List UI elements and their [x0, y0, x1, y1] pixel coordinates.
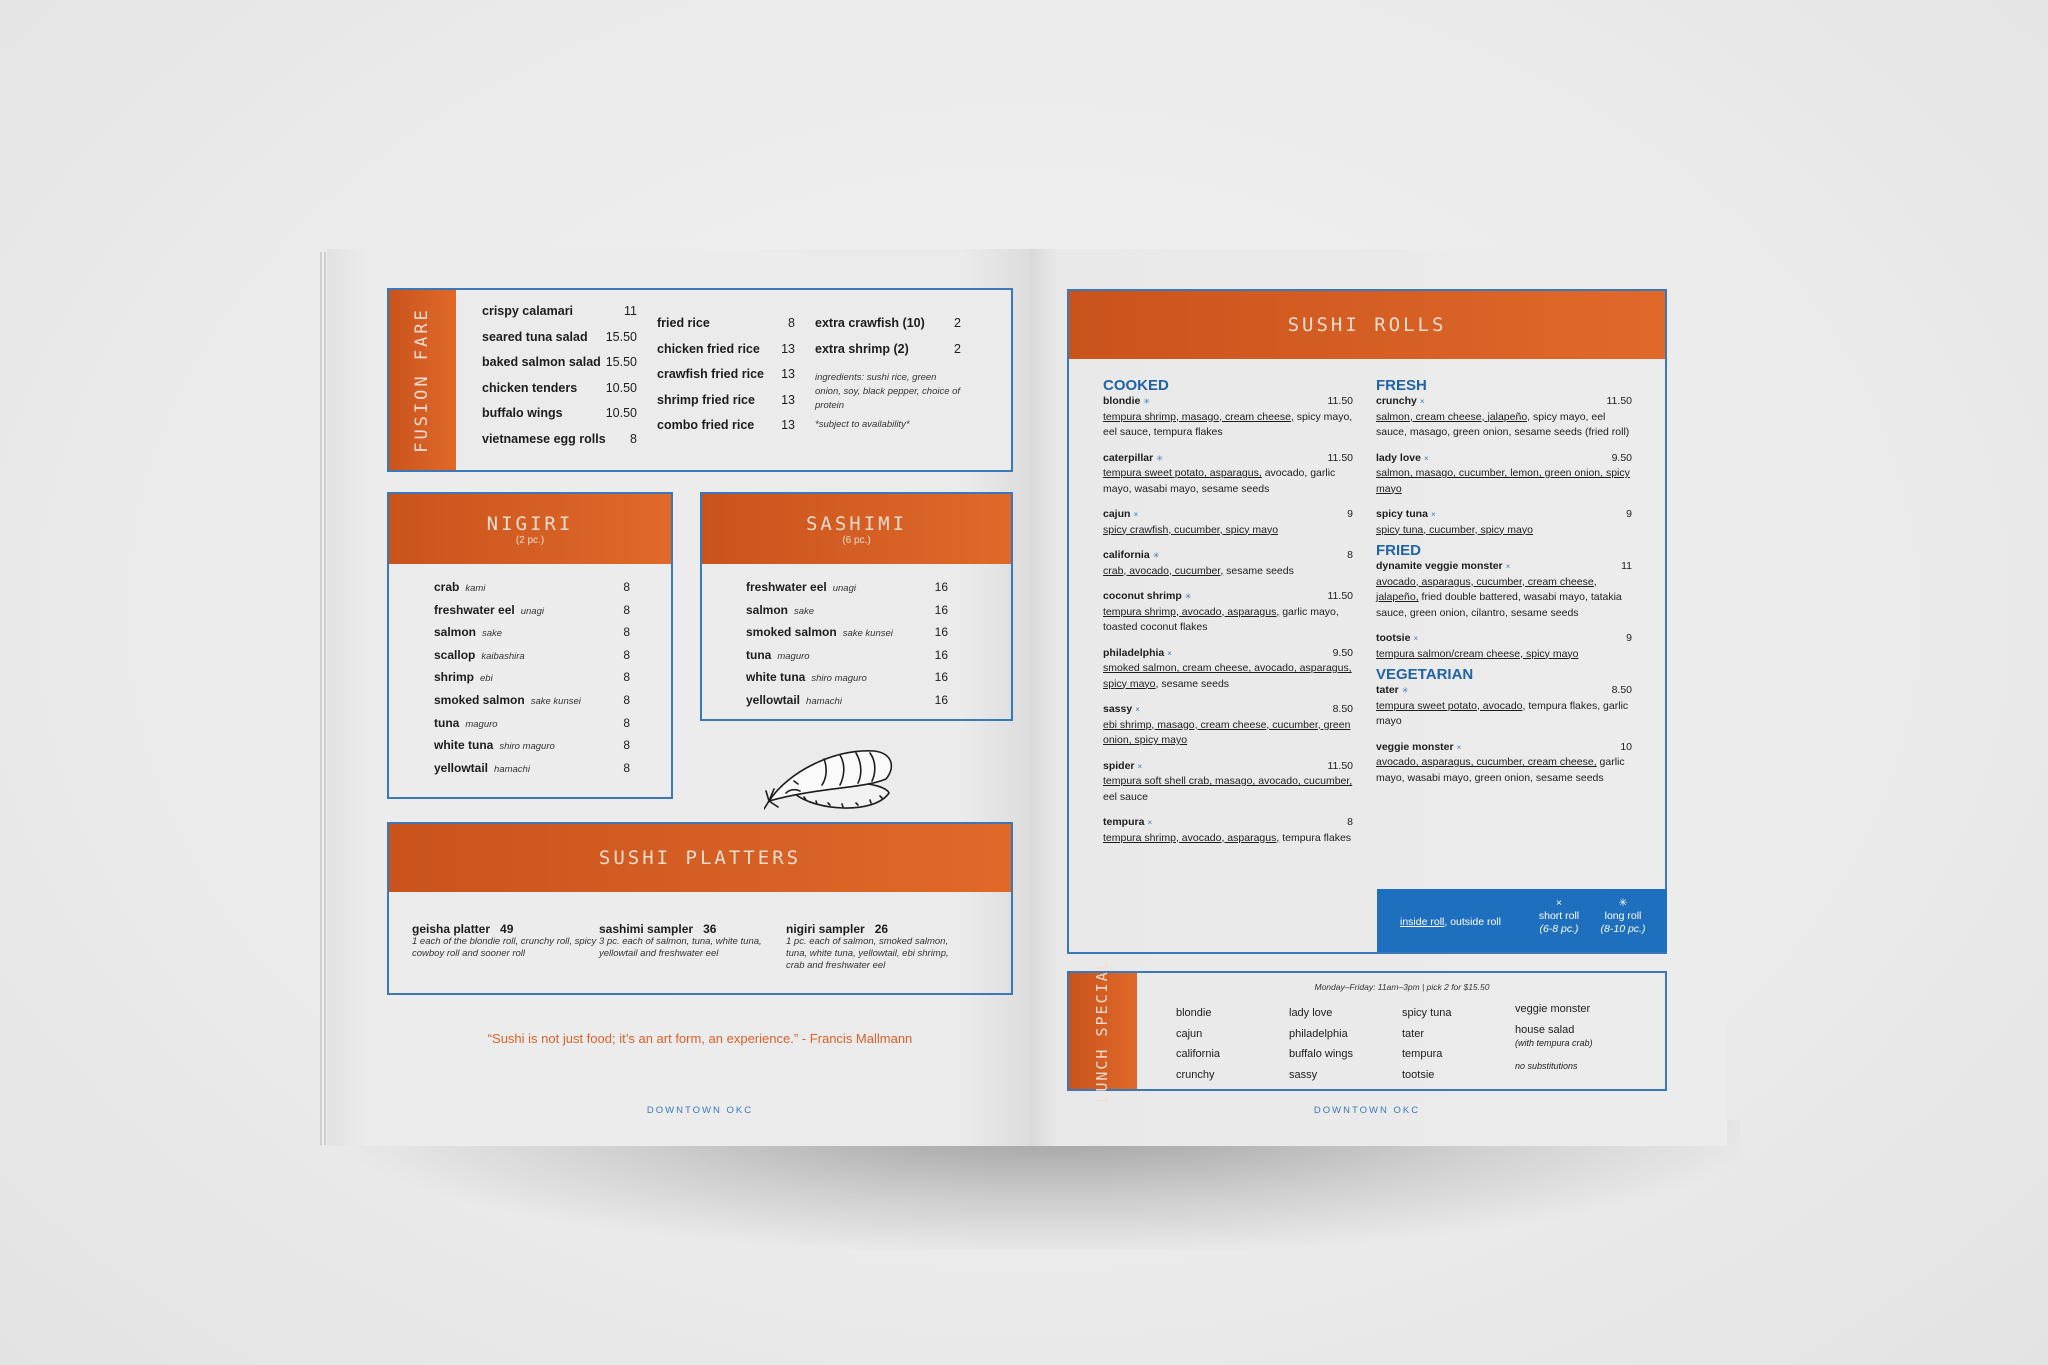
item-japanese: kami: [465, 583, 486, 594]
roll-inside: avocado, asparagus, cucumber, cream cheese, jalapeño,: [1376, 575, 1597, 603]
roll-price: 9: [1626, 632, 1632, 644]
section-title-cooked: COOKED: [1103, 377, 1169, 394]
list-item: [434, 761, 630, 784]
roll-item: [1103, 589, 1353, 636]
footer-location: DOWNTOWN OKC: [646, 1105, 754, 1116]
item-price: 16: [934, 670, 948, 685]
item-name: crawfish fried rice: [657, 367, 764, 381]
long-roll-icon: ✳: [1618, 897, 1628, 909]
roll-item: [1376, 740, 1632, 787]
item-price: 13: [781, 392, 795, 407]
roll-price: 8.50: [1332, 703, 1353, 715]
item-name: shrimp fried rice: [657, 392, 755, 407]
legend-inside-outside: [1400, 916, 1501, 928]
lunch-col-4: [1515, 1003, 1593, 1073]
roll-inside: spicy tuna, cucumber, spicy mayo: [1376, 523, 1533, 536]
item-name: tuna: [746, 647, 772, 662]
list-item: [434, 670, 630, 693]
roll-price: 11.50: [1327, 590, 1353, 602]
roll-type-icon: ✳: [1401, 686, 1409, 695]
section-title-fresh: FRESH: [1376, 377, 1427, 394]
roll-name: spicy tuna: [1376, 508, 1428, 520]
menu-item: [482, 304, 637, 330]
roll-price: 9: [1347, 508, 1353, 520]
platter-description: 1 pc. each of salmon, smoked salmon, tuna, white tuna, yellowtail, ebi shrimp, crab and freshwater eel: [786, 936, 949, 971]
item-name: combo fried rice: [657, 418, 755, 432]
roll-price: 10: [1620, 740, 1632, 753]
item-name: chicken fried rice: [657, 341, 760, 356]
roll-name: caterpillar: [1103, 451, 1154, 464]
nigiri-subtitle: (2 pc.): [515, 534, 545, 546]
list-item: [746, 625, 948, 648]
lunch-item: house salad: [1515, 1024, 1575, 1036]
platter-description: 3 pc. each of salmon, tuna, white tuna, yellowtail and freshwater eel: [599, 936, 762, 959]
sushi-rolls-box: [1067, 289, 1667, 954]
item-name: buffalo wings: [482, 406, 563, 420]
roll-type-icon: ×: [1413, 634, 1419, 643]
legend-outside: , outside roll: [1444, 916, 1501, 928]
item-japanese: sake: [794, 605, 815, 617]
roll-price: 9: [1626, 508, 1632, 520]
item-price: 8: [623, 602, 630, 617]
lunch-item: spicy tuna: [1402, 1007, 1452, 1019]
item-name: crispy calamari: [482, 304, 574, 318]
lunch-item-note: (with tempura crab): [1515, 1038, 1593, 1048]
roll-outside: fried double battered, wasabi mayo, tatakia sauce, green onion, cilantro, sesame seeds: [1376, 591, 1622, 619]
item-name: seared tuna salad: [482, 329, 588, 344]
item-price: 10.50: [605, 406, 637, 420]
roll-name: spider: [1103, 759, 1135, 772]
roll-type-icon: ×: [1505, 562, 1511, 571]
item-price: 2: [954, 341, 961, 356]
item-price: 15.50: [605, 329, 637, 344]
item-name: crab: [434, 580, 460, 594]
lunch-item: philadelphia: [1289, 1027, 1348, 1040]
platter-item: [786, 922, 966, 972]
item-price: 13: [781, 418, 795, 432]
long-roll-count: (8-10 pc.): [1600, 923, 1646, 935]
roll-outside: sesame seeds: [1161, 677, 1230, 690]
item-name: baked salmon salad: [482, 355, 601, 369]
item-name: fried rice: [657, 316, 710, 330]
item-price: 16: [934, 625, 948, 640]
sushi-rolls-header: [1069, 291, 1665, 359]
lunch-special-title: LUNCH SPECIAL: [1093, 959, 1111, 1103]
menu-item: [482, 381, 637, 407]
list-item: [434, 693, 630, 716]
roll-name: crunchy: [1376, 395, 1417, 407]
item-price: 11: [624, 304, 637, 318]
nigiri-box: [387, 492, 673, 799]
item-price: 8: [623, 738, 630, 753]
footer-location: DOWNTOWN OKC: [1313, 1105, 1421, 1116]
item-japanese: maguro: [465, 718, 498, 730]
roll-item: [1103, 702, 1353, 749]
menu-item: [657, 418, 795, 444]
lunch-item: blondie: [1176, 1007, 1212, 1019]
list-item: [746, 603, 948, 626]
roll-price: 11.50: [1327, 451, 1353, 464]
roll-inside: tempura shrimp, masago, cream cheese,: [1103, 410, 1294, 423]
item-japanese: shiro maguro: [811, 673, 867, 685]
left-page: [327, 249, 1032, 1146]
roll-inside: tempura shrimp, avocado, asparagus,: [1103, 605, 1280, 618]
lunch-item: crunchy: [1176, 1068, 1215, 1081]
item-japanese: unagi: [832, 583, 856, 594]
nigiri-title: NIGIRI: [486, 512, 574, 535]
roll-price: 11: [1621, 560, 1632, 572]
lunch-item: buffalo wings: [1289, 1048, 1354, 1060]
lunch-no-substitutions: no substitutions: [1515, 1061, 1578, 1071]
item-name: white tuna: [434, 738, 494, 753]
lunch-item: sassy: [1289, 1068, 1318, 1081]
roll-name: coconut shrimp: [1103, 590, 1182, 602]
roll-price: 11.50: [1606, 395, 1632, 407]
long-roll-label: long roll: [1604, 910, 1642, 922]
roll-item: [1103, 815, 1353, 846]
item-japanese: unagi: [520, 605, 544, 617]
roll-item: [1103, 548, 1353, 579]
list-item: [434, 625, 630, 648]
roll-type-icon: ×: [1147, 818, 1153, 827]
platter-item: [599, 922, 784, 960]
fusion-subject-note: *subject to availability*: [815, 419, 910, 430]
roll-type-icon: ×: [1430, 510, 1436, 519]
roll-type-icon: ×: [1137, 761, 1143, 771]
roll-type-icon: ×: [1133, 510, 1139, 519]
platter-name: nigiri sampler: [786, 922, 865, 936]
roll-name: lady love: [1376, 451, 1421, 464]
item-name: scallop: [434, 647, 476, 662]
list-item: [434, 603, 630, 626]
lunch-special-note: Monday–Friday: 11am–3pm | pick 2 for $15.50: [1314, 982, 1490, 992]
roll-inside: tempura shrimp, avocado, asparagus,: [1103, 831, 1280, 844]
menu-item: [482, 330, 637, 356]
roll-item: [1376, 507, 1632, 538]
menu-item: [657, 316, 795, 342]
item-price: 13: [781, 367, 795, 381]
item-price: 16: [934, 692, 948, 707]
item-price: 8: [623, 715, 630, 730]
nigiri-header: [389, 494, 671, 564]
roll-outside: garlic mayo, toasted coconut flakes: [1103, 605, 1339, 633]
item-name: chicken tenders: [482, 380, 578, 395]
roll-inside: avocado, asparagus, cucumber, cream cheese,: [1376, 756, 1597, 768]
roll-inside: ebi shrimp, masago, cream cheese, cucumber, green onion, spicy mayo: [1103, 718, 1351, 746]
list-item: [746, 648, 948, 671]
item-name: vietnamese egg rolls: [482, 431, 606, 446]
roll-inside: salmon, cream cheese, jalapeño,: [1376, 410, 1531, 423]
roll-name: tempura: [1103, 816, 1145, 828]
roll-name: dynamite veggie monster: [1376, 560, 1503, 572]
lunch-special-band: [1069, 959, 1137, 1103]
platter-name: geisha platter: [412, 922, 491, 936]
item-price: 15.50: [605, 355, 637, 369]
right-page: [1030, 249, 1727, 1146]
roll-inside: spicy crawfish, cucumber, spicy mayo: [1103, 523, 1279, 536]
short-roll-label: short roll: [1538, 910, 1580, 922]
roll-price: 11.50: [1327, 759, 1353, 772]
menu-item: [482, 355, 637, 381]
item-japanese: sake kunsei: [842, 628, 893, 640]
roll-item: [1103, 507, 1353, 538]
item-name: freshwater eel: [746, 580, 827, 594]
roll-type-icon: ✳: [1152, 551, 1160, 560]
roll-type-icon: ✳: [1143, 397, 1151, 406]
list-item: [746, 670, 948, 693]
roll-type-icon: ✳: [1184, 592, 1192, 601]
roll-inside: tempura sweet potato, asparagus,: [1103, 467, 1262, 479]
item-price: 10.50: [605, 380, 637, 395]
roll-name: blondie: [1103, 395, 1141, 407]
roll-price: 8.50: [1611, 684, 1632, 696]
item-price: 16: [934, 647, 948, 662]
sushi-platters-box: [387, 822, 1013, 995]
roll-price: 8: [1347, 549, 1353, 561]
item-price: 16: [934, 580, 948, 594]
platter-price: 26: [874, 922, 889, 936]
roll-item: [1376, 559, 1632, 621]
quote: “Sushi is not just food; it’s an art form, an experience.” - Francis Mallmann: [487, 1031, 913, 1046]
roll-inside: smoked salmon, cream cheese, avocado, asparagus, spicy mayo,: [1103, 662, 1352, 690]
item-price: 8: [623, 647, 630, 662]
cooked-column: [1103, 377, 1353, 856]
item-japanese: hamachi: [806, 695, 842, 707]
roll-item: [1376, 631, 1632, 662]
short-roll-icon: ×: [1555, 897, 1563, 909]
sushi-platters-title: SUSHI PLATTERS: [598, 847, 802, 869]
roll-type-icon: ×: [1456, 742, 1462, 752]
item-japanese: shiro maguro: [499, 741, 555, 753]
item-price: 8: [788, 316, 795, 330]
item-name: yellowtail: [434, 760, 489, 775]
lunch-col-2: [1289, 1003, 1353, 1085]
legend-long-roll: [1593, 897, 1653, 936]
item-japanese: maguro: [777, 650, 810, 662]
menu-item: [482, 432, 637, 458]
menu-item: [657, 342, 795, 368]
item-price: 2: [954, 316, 961, 330]
lunch-item: tootsie: [1402, 1068, 1435, 1081]
sashimi-box: [700, 492, 1013, 721]
platter-description: 1 each of the blondie roll, crunchy roll, spicy cowboy roll and sooner roll: [412, 936, 597, 959]
roll-price: 9.50: [1611, 451, 1632, 464]
roll-type-icon: ×: [1423, 453, 1429, 463]
fusion-fare-band: [389, 290, 456, 470]
platter-item: [412, 922, 597, 960]
roll-inside: tempura salmon/cream cheese, spicy mayo: [1376, 647, 1579, 660]
legend-short-roll: [1529, 897, 1589, 936]
roll-legend: [1377, 889, 1667, 952]
roll-name: cajun: [1103, 508, 1131, 520]
roll-name: sassy: [1103, 703, 1133, 715]
roll-price: 9.50: [1332, 646, 1353, 659]
list-item: [746, 693, 948, 716]
item-name: freshwater eel: [434, 602, 515, 617]
fusion-ingredients: ingredients: sushi rice, green onion, soy, black pepper, choice of protein: [815, 372, 961, 411]
item-name: yellowtail: [746, 692, 801, 707]
lunch-item: tempura: [1402, 1048, 1443, 1060]
sashimi-header: [702, 494, 1011, 564]
roll-item: [1376, 451, 1632, 498]
roll-outside: spicy mayo, eel sauce, tempura flakes: [1103, 410, 1353, 438]
fusion-fare-title: FUSION FARE: [412, 307, 432, 453]
roll-item: [1103, 759, 1353, 806]
short-roll-count: (6-8 pc.): [1539, 923, 1579, 935]
roll-type-icon: ×: [1419, 397, 1425, 406]
roll-item: [1103, 646, 1353, 693]
nigiri-list: [434, 580, 630, 783]
lunch-col-3: [1402, 1003, 1452, 1085]
menu-item: [482, 406, 637, 432]
menu-item: [657, 367, 795, 393]
menu-item: [657, 393, 795, 419]
sushi-rolls-title: SUSHI ROLLS: [1287, 314, 1447, 336]
nigiri-sushi-illustration: [764, 731, 904, 821]
fusion-fare-box: [387, 288, 1013, 472]
lunch-item: cajun: [1176, 1027, 1203, 1040]
roll-name: tater: [1376, 684, 1399, 696]
roll-item: [1103, 451, 1353, 498]
roll-type-icon: ×: [1167, 648, 1172, 658]
item-price: 8: [623, 580, 630, 594]
roll-item: [1376, 683, 1632, 730]
list-item: [434, 580, 630, 603]
roll-outside: eel sauce: [1103, 790, 1148, 803]
item-name: extra shrimp (2): [815, 341, 909, 356]
roll-outside: garlic mayo, wasabi mayo, green onion, sesame seeds: [1376, 756, 1625, 784]
roll-item: [1376, 394, 1632, 441]
roll-inside: salmon, masago, cucumber, lemon, green onion, spicy mayo: [1376, 467, 1630, 495]
section-title-fried: FRIED: [1376, 542, 1421, 559]
item-name: shrimp: [434, 670, 475, 685]
lunch-item: veggie monster: [1515, 1003, 1591, 1015]
platter-price: 49: [500, 922, 514, 936]
item-price: 8: [623, 625, 630, 640]
menu-item: [815, 316, 961, 342]
legend-inside: inside roll: [1400, 916, 1445, 928]
list-item: [434, 648, 630, 671]
item-japanese: ebi: [480, 673, 493, 685]
lunch-item: california: [1176, 1048, 1221, 1060]
item-price: 8: [623, 760, 630, 775]
fresh-fried-veg-column: [1376, 377, 1632, 796]
roll-outside: avocado, garlic mayo, wasabi mayo, sesame seeds: [1103, 467, 1336, 495]
item-name: salmon: [746, 602, 789, 617]
roll-item: [1103, 394, 1353, 441]
roll-name: philadelphia: [1103, 646, 1165, 659]
sashimi-list: [746, 580, 948, 716]
list-item: [434, 716, 630, 739]
sashimi-subtitle: (6 pc.): [842, 534, 871, 546]
lunch-item: lady love: [1289, 1007, 1333, 1019]
fusion-col-2: [657, 316, 795, 444]
lunch-special-box: [1067, 959, 1667, 1103]
list-item: [434, 738, 630, 761]
fusion-col-3: [815, 316, 961, 430]
item-japanese: sake kunsei: [530, 695, 581, 707]
platter-name: sashimi sampler: [599, 922, 694, 936]
item-price: 13: [781, 341, 795, 356]
roll-inside: tempura soft shell crab, masago, avocado, cucumber,: [1103, 775, 1353, 787]
item-name: smoked salmon: [434, 692, 525, 707]
fusion-col-1: [482, 304, 637, 457]
menu-item: [815, 342, 961, 368]
roll-type-icon: ✳: [1156, 453, 1163, 463]
roll-outside: tempura flakes, garlic mayo: [1376, 699, 1629, 727]
roll-type-icon: ×: [1135, 705, 1140, 714]
item-price: 8: [623, 670, 630, 685]
roll-inside: tempura sweet potato, avocado,: [1376, 699, 1526, 712]
item-price: 8: [630, 431, 637, 446]
sashimi-title: SASHIMI: [805, 512, 908, 535]
item-price: 8: [623, 692, 630, 707]
roll-name: veggie monster: [1376, 740, 1454, 753]
roll-outside: spicy mayo, eel sauce, masago, green onion, sesame seeds (fried roll): [1376, 410, 1630, 438]
roll-name: california: [1103, 549, 1150, 561]
section-title-vegetarian: VEGETARIAN: [1376, 666, 1474, 683]
item-name: tuna: [434, 715, 460, 730]
item-price: 16: [934, 602, 948, 617]
item-name: smoked salmon: [746, 625, 837, 640]
item-japanese: hamachi: [494, 763, 530, 775]
roll-outside: sesame seeds: [1226, 564, 1294, 577]
list-item: [746, 580, 948, 603]
item-japanese: sake: [482, 628, 503, 640]
item-japanese: kaibashira: [481, 650, 525, 662]
roll-price: 8: [1347, 816, 1353, 828]
item-name: extra crawfish (10): [815, 316, 925, 330]
platter-price: 36: [703, 922, 717, 936]
lunch-col-1: [1176, 1003, 1220, 1085]
sushi-platters-header: [389, 824, 1011, 892]
roll-inside: crab, avocado, cucumber,: [1103, 564, 1224, 577]
item-name: white tuna: [746, 670, 806, 685]
roll-price: 11.50: [1327, 395, 1353, 407]
lunch-item: tater: [1402, 1027, 1425, 1040]
roll-name: tootsie: [1376, 632, 1411, 644]
item-name: salmon: [434, 625, 477, 640]
roll-outside: tempura flakes: [1282, 831, 1352, 844]
